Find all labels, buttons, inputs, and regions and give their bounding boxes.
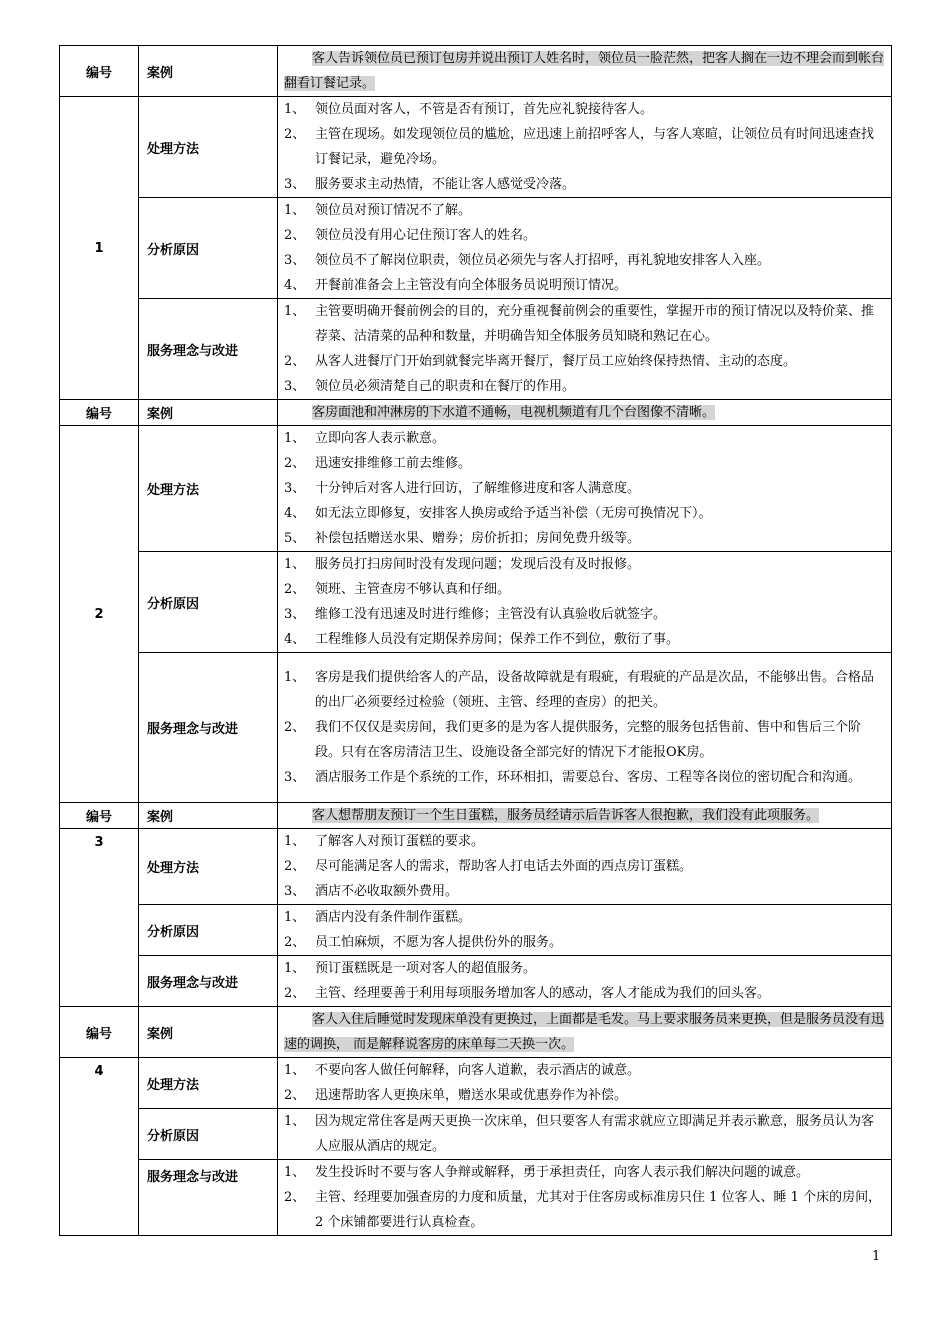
item-text: 不要向客人做任何解释，向客人道歉，表示酒店的诚意。 — [315, 1063, 641, 1078]
document-page — [59, 45, 891, 1236]
list-item — [284, 930, 885, 955]
item-number: 4、 — [284, 632, 306, 647]
item-number: 2、 — [284, 127, 306, 142]
item-number: 2、 — [284, 1088, 306, 1103]
item-text: 酒店不必收取额外费用。 — [315, 884, 459, 899]
case-header-row — [60, 803, 892, 829]
list-item — [284, 526, 885, 551]
list-item — [284, 602, 885, 627]
case-header-row — [60, 400, 892, 426]
list-item — [284, 97, 885, 122]
item-number: 3、 — [284, 770, 306, 785]
case-description: 客人入住后睡觉时发现床单没有更换过，上面都是毛发。马上要求服务员来更换，但是服务员没有迅速的调换， 而是解释说客房的床单每二天换一次。 — [278, 1007, 892, 1058]
method-row — [60, 426, 892, 552]
item-text: 领位员不了解岗位职责，领位员必须先与客人打招呼，再礼貌地安排客人入座。 — [315, 253, 771, 268]
item-text: 发生投诉时不要与客人争辩或解释，勇于承担责任，向客人表示我们解决问题的诚意。 — [315, 1165, 810, 1180]
item-text: 因为规定常住客是两天更换一次床单，但只要客人有需求就应立即满足并表示歉意，服务员认为客人应服从酒店的规定。 — [315, 1114, 875, 1154]
item-number: 2、 — [284, 582, 306, 597]
item-text: 了解客人对预订蛋糕的要求。 — [315, 834, 485, 849]
method-list — [278, 829, 892, 905]
item-number: 1、 — [284, 1165, 306, 1180]
list-item — [284, 426, 885, 451]
cause-row — [60, 905, 892, 956]
list-item — [284, 198, 885, 223]
item-text: 员工怕麻烦，不愿为客人提供份外的服务。 — [315, 935, 563, 950]
method-list — [278, 426, 892, 552]
improve-label: 服务理念与改进 — [139, 956, 278, 1007]
case-header: 案例 — [139, 46, 278, 97]
item-text: 开餐前准备会上主管没有向全体服务员说明预订情况。 — [315, 278, 628, 293]
list-item — [284, 854, 885, 879]
list-item — [284, 879, 885, 904]
list-item — [284, 1083, 885, 1108]
case-table — [59, 45, 892, 1236]
item-text: 领位员对预订情况不了解。 — [315, 203, 472, 218]
item-text: 领班、主管查房不够认真和仔细。 — [315, 582, 511, 597]
case-number: 1 — [60, 97, 139, 400]
item-number: 3、 — [284, 253, 306, 268]
list-item — [284, 1185, 885, 1235]
item-text: 从客人进餐厅门开始到就餐完毕离开餐厅，餐厅员工应始终保持热情、主动的态度。 — [315, 354, 797, 369]
case-header-row — [60, 1007, 892, 1058]
item-number: 1、 — [284, 1114, 306, 1129]
improve-label: 服务理念与改进 — [139, 1160, 278, 1236]
cause-label: 分析原因 — [139, 198, 278, 299]
list-item — [284, 1058, 885, 1083]
item-text: 工程维修人员没有定期保养房间；保养工作不到位，敷衍了事。 — [315, 632, 680, 647]
item-text: 酒店服务工作是个系统的工作，环环相扣，需要总台、客房、工程等各岗位的密切配合和沟通。 — [315, 770, 862, 785]
item-number: 1、 — [284, 910, 306, 925]
improve-label: 服务理念与改进 — [139, 653, 278, 803]
id-header: 编号 — [60, 1007, 139, 1058]
item-text: 客房是我们提供给客人的产品，设备故障就是有瑕疵，有瑕疵的产品是次品，不能够出售。合格品的出厂必须要经过检验（领班、主管、经理的查房）的把关。 — [315, 670, 875, 710]
list-item — [284, 1109, 885, 1159]
list-item — [284, 1160, 885, 1185]
item-number: 1、 — [284, 431, 306, 446]
id-header: 编号 — [60, 400, 139, 426]
item-text: 领位员必须清楚自己的职责和在餐厅的作用。 — [315, 379, 576, 394]
item-text: 如无法立即修复，安排客人换房或给予适当补偿（无房可换情况下）。 — [315, 506, 712, 521]
method-label: 处理方法 — [139, 97, 278, 198]
item-text: 迅速帮助客人更换床单，赠送水果或优惠券作为补偿。 — [315, 1088, 628, 1103]
list-item — [284, 248, 885, 273]
item-number: 3、 — [284, 481, 306, 496]
method-list — [278, 1058, 892, 1109]
item-number: 1、 — [284, 102, 306, 117]
improve-list — [278, 956, 892, 1007]
cause-list — [278, 1109, 892, 1160]
id-header: 编号 — [60, 803, 139, 829]
item-text: 迅速安排维修工前去维修。 — [315, 456, 472, 471]
case-number: 3 — [60, 829, 139, 1007]
improve-row — [60, 956, 892, 1007]
improve-row — [60, 299, 892, 400]
item-number: 1、 — [284, 1063, 306, 1078]
item-text: 我们不仅仅是卖房间，我们更多的是为客人提供服务，完整的服务包括售前、售中和售后三个阶段。只有在客房清洁卫生、设施设备全部完好的情况下才能报OK房。 — [315, 720, 862, 760]
list-item — [284, 273, 885, 298]
item-text: 主管、经理要加强查房的力度和质量，尤其对于住客房或标准房只住 1 位客人、睡 1 个床的房间，2 个床铺都要进行认真检查。 — [315, 1190, 882, 1230]
id-header: 编号 — [60, 46, 139, 97]
item-number: 1、 — [284, 557, 306, 572]
item-number: 4、 — [284, 278, 306, 293]
cause-label: 分析原因 — [139, 552, 278, 653]
list-item — [284, 476, 885, 501]
method-label: 处理方法 — [139, 426, 278, 552]
item-number: 2、 — [284, 228, 306, 243]
list-item — [284, 122, 885, 172]
case-header: 案例 — [139, 400, 278, 426]
item-number: 2、 — [284, 859, 306, 874]
cause-row — [60, 552, 892, 653]
item-number: 3、 — [284, 884, 306, 899]
item-number: 3、 — [284, 607, 306, 622]
list-item — [284, 374, 885, 399]
item-text: 领位员没有用心记住预订客人的姓名。 — [315, 228, 537, 243]
list-item — [284, 956, 885, 981]
item-text: 服务员打扫房间时没有发现问题；发现后没有及时报修。 — [315, 557, 641, 572]
list-item — [284, 172, 885, 197]
case-header: 案例 — [139, 803, 278, 829]
item-text: 尽可能满足客人的需求，帮助客人打电话去外面的西点房订蛋糕。 — [315, 859, 693, 874]
method-row — [60, 829, 892, 905]
list-item — [284, 577, 885, 602]
cause-list — [278, 905, 892, 956]
list-item — [284, 552, 885, 577]
improve-list — [278, 653, 892, 803]
case-number: 4 — [60, 1058, 139, 1236]
item-number: 3、 — [284, 177, 306, 192]
list-item — [284, 627, 885, 652]
cause-label: 分析原因 — [139, 905, 278, 956]
list-item — [284, 829, 885, 854]
cause-label: 分析原因 — [139, 1109, 278, 1160]
item-text: 补偿包括赠送水果、赠券；房价折扣；房间免费升级等。 — [315, 531, 641, 546]
page-number: 1 — [872, 1249, 881, 1264]
item-text: 主管、经理要善于利用每项服务增加客人的感动，客人才能成为我们的回头客。 — [315, 986, 771, 1001]
case-description: 客房面池和冲淋房的下水道不通畅，电视机频道有几个台图像不清晰。 — [278, 400, 892, 426]
item-number: 2、 — [284, 354, 306, 369]
item-text: 主管在现场。如发现领位员的尴尬，应迅速上前招呼客人，与客人寒暄，让领位员有时间迅速查找订餐记录，避免冷场。 — [315, 127, 875, 167]
item-number: 3、 — [284, 379, 306, 394]
method-label: 处理方法 — [139, 829, 278, 905]
cause-row — [60, 1109, 892, 1160]
item-text: 酒店内没有条件制作蛋糕。 — [315, 910, 472, 925]
item-number: 1、 — [284, 961, 306, 976]
list-item — [284, 451, 885, 476]
item-number: 2、 — [284, 1190, 306, 1205]
improve-list — [278, 299, 892, 400]
improve-label: 服务理念与改进 — [139, 299, 278, 400]
method-list — [278, 97, 892, 198]
item-number: 1、 — [284, 203, 306, 218]
cause-row — [60, 198, 892, 299]
item-text: 立即向客人表示歉意。 — [315, 431, 446, 446]
list-item — [284, 715, 885, 765]
case-description: 客人告诉领位员已预订包房并说出预订人姓名时，领位员一脸茫然，把客人搁在一边不理会而到帐台翻看订餐记录。 — [278, 46, 892, 97]
item-text: 维修工没有迅速及时进行维修；主管没有认真验收后就签字。 — [315, 607, 667, 622]
list-item — [284, 905, 885, 930]
item-text: 十分钟后对客人进行回访，了解维修进度和客人满意度。 — [315, 481, 641, 496]
item-number: 2、 — [284, 720, 306, 735]
improve-list — [278, 1160, 892, 1236]
list-item — [284, 665, 885, 715]
list-item — [284, 299, 885, 349]
item-text: 主管要明确开餐前例会的目的，充分重视餐前例会的重要性，掌握开市的预订情况以及特价菜、推荐菜、沽清菜的品种和数量，并明确告知全体服务员知晓和熟记在心。 — [315, 304, 875, 344]
item-number: 2、 — [284, 935, 306, 950]
case-header: 案例 — [139, 1007, 278, 1058]
item-number: 1、 — [284, 304, 306, 319]
item-number: 1、 — [284, 670, 306, 685]
case-header-row — [60, 46, 892, 97]
improve-row — [60, 1160, 892, 1236]
item-number: 2、 — [284, 986, 306, 1001]
case-description: 客人想帮朋友预订一个生日蛋糕，服务员经请示后告诉客人很抱歉，我们没有此项服务。 — [278, 803, 892, 829]
item-number: 4、 — [284, 506, 306, 521]
list-item — [284, 981, 885, 1006]
list-item — [284, 501, 885, 526]
cause-list — [278, 552, 892, 653]
improve-row — [60, 653, 892, 803]
cause-list — [278, 198, 892, 299]
item-text: 领位员面对客人，不管是否有预订，首先应礼貌接待客人。 — [315, 102, 654, 117]
list-item — [284, 765, 885, 790]
method-row — [60, 97, 892, 198]
list-item — [284, 223, 885, 248]
method-row — [60, 1058, 892, 1109]
case-number: 2 — [60, 426, 139, 803]
item-number: 5、 — [284, 531, 306, 546]
list-item — [284, 349, 885, 374]
item-text: 预订蛋糕既是一项对客人的超值服务。 — [315, 961, 537, 976]
method-label: 处理方法 — [139, 1058, 278, 1109]
item-number: 1、 — [284, 834, 306, 849]
item-text: 服务要求主动热情，不能让客人感觉受冷落。 — [315, 177, 576, 192]
item-number: 2、 — [284, 456, 306, 471]
